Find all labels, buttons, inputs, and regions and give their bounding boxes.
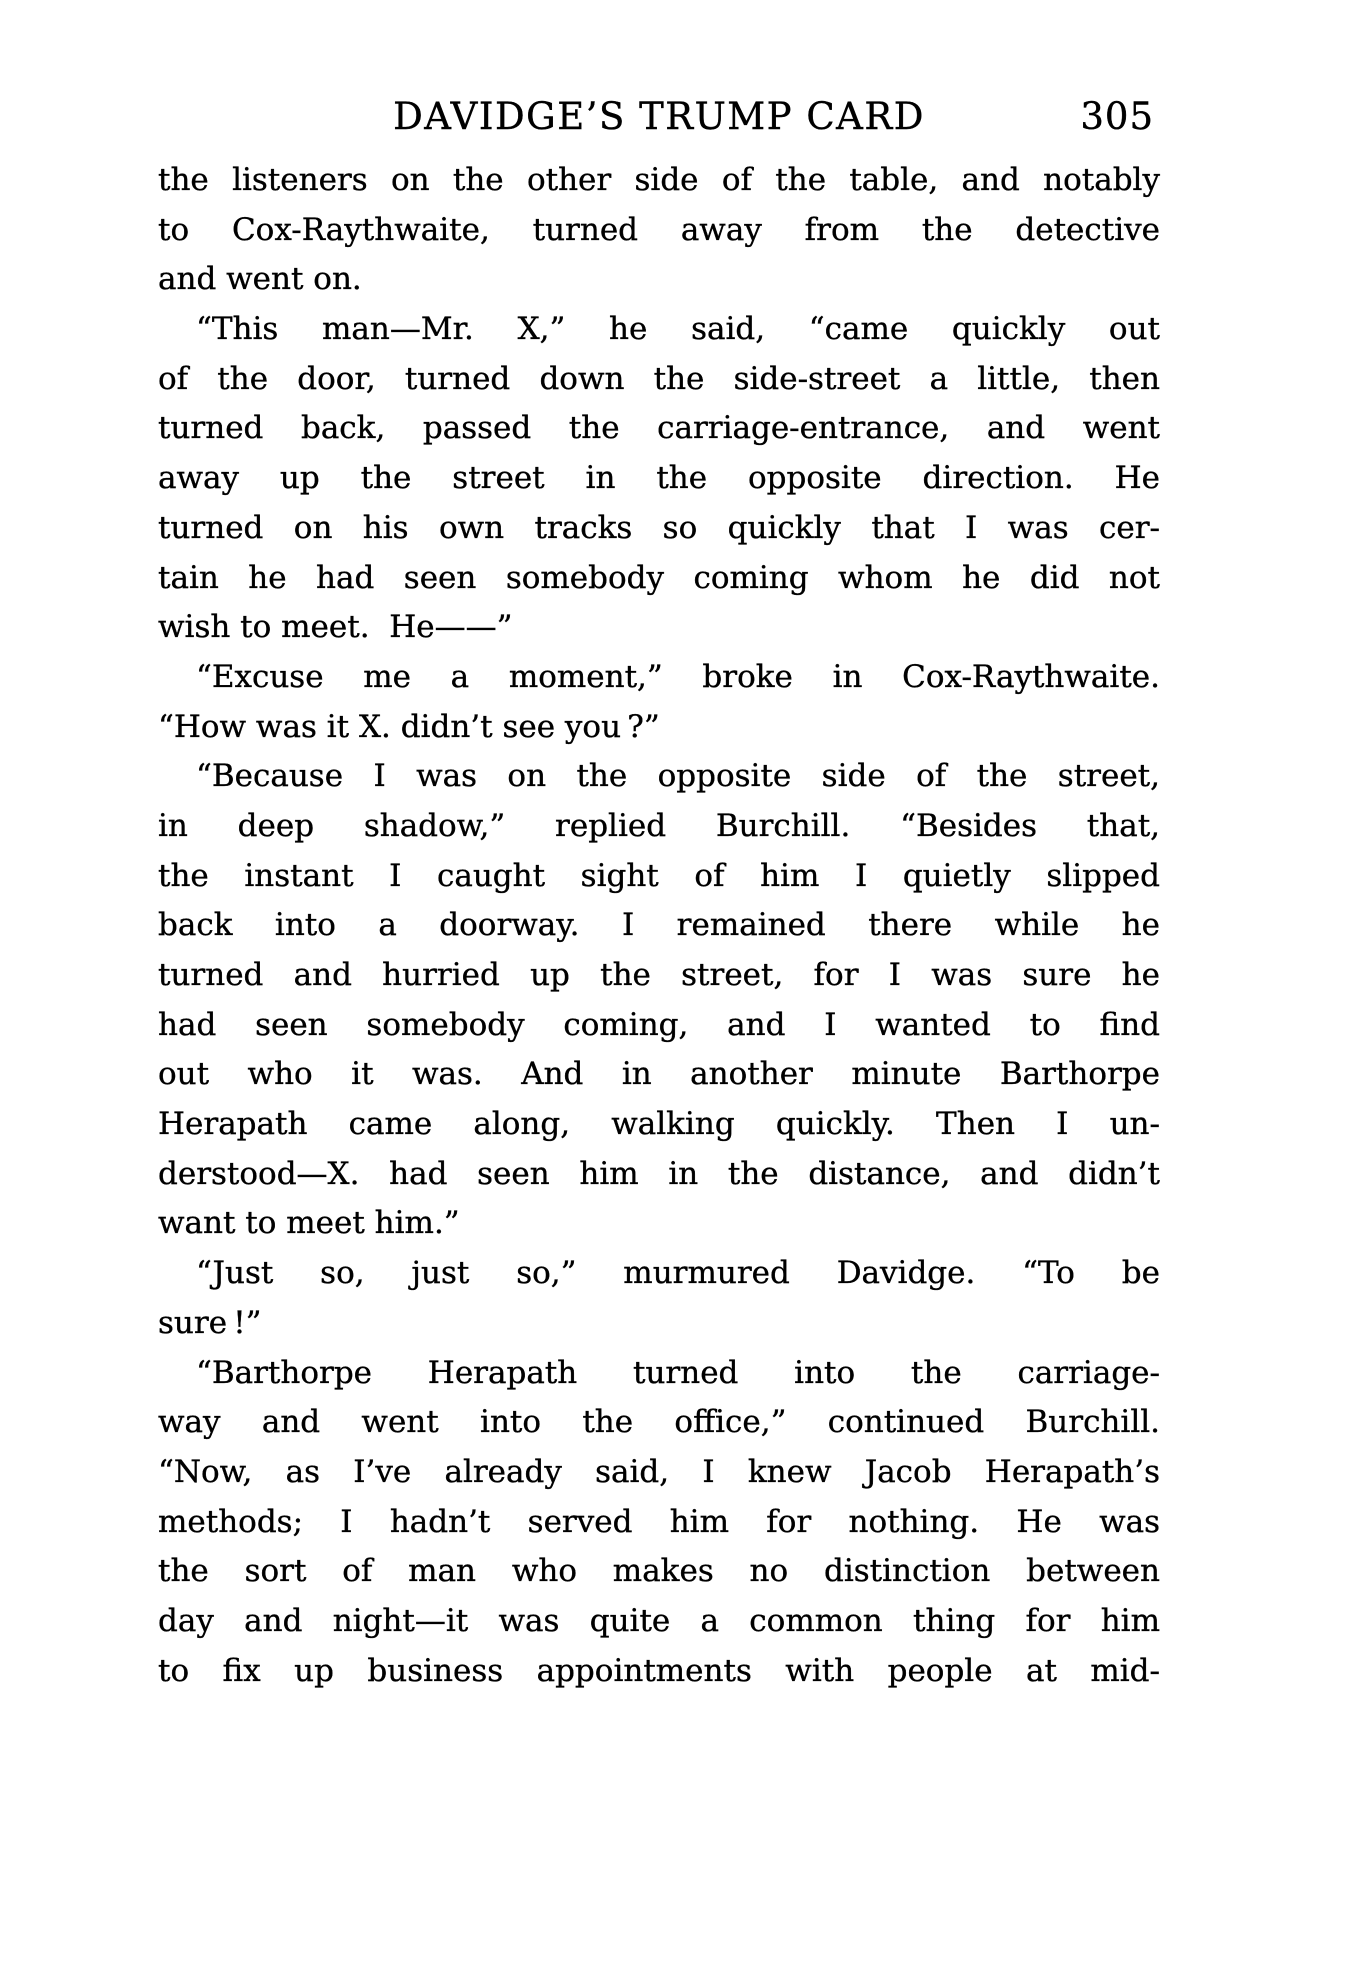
text-line: methods; I hadn’t served him for nothing. He was [158,1503,1160,1540]
text-line: “This man—Mr. X,” he said, “came quickly out [196,311,1160,348]
text-line: “Just so, just so,” murmured Davidge. “To be [196,1255,1160,1292]
text-line: out who it was. And in another minute Barthorpe [158,1056,1160,1093]
text-line: way and went into the office,” continued Burchill. [158,1404,1160,1441]
text-line: turned back, passed the carriage-entrance, and went [158,410,1160,447]
text-line: derstood—X. had seen him in the distance, and didn’t [158,1155,1160,1192]
text-line: the sort of man who makes no distinction between [158,1553,1160,1590]
chapter-title: DAVIDGE’S TRUMP CARD [393,95,925,138]
text-line: the listeners on the other side of the table, and notably [158,162,1160,198]
text-line: “Now, as I’ve already said, I knew Jacob Herapath’s [158,1453,1160,1490]
text-line: tain he had seen somebody coming whom he did not [158,559,1160,596]
text-line: and went on. [158,261,362,298]
text-line: want to meet him.” [158,1205,460,1242]
text-line: “Because I was on the opposite side of the street, [196,758,1160,795]
text-line: turned and hurried up the street, for I was sure he [158,957,1160,993]
text-line: of the door, turned down the side-street a little, then [158,360,1160,397]
text-line: away up the street in the opposite direction. He [158,460,1160,497]
text-line: turned on his own tracks so quickly that I was cer- [158,509,1160,546]
text-line: to fix up business appointments with people at mid- [158,1652,1160,1689]
page-number: 305 [1080,95,1154,138]
body-text [158,156,1160,1696]
text-line: sure !” [158,1304,262,1341]
text-line: “Excuse me a moment,” broke in Cox-Raythwaite. [196,658,1160,695]
text-line: in deep shadow,” replied Burchill. “Besides that, [158,807,1160,844]
text-line: to Cox-Raythwaite, turned away from the detective [158,211,1160,248]
text-line: wish to meet. He——” [158,609,513,646]
text-line: day and night—it was quite a common thing for him [158,1602,1160,1639]
text-line: back into a doorway. I remained there while he [158,907,1160,944]
text-line: the instant I caught sight of him I quietly slipped [158,857,1160,894]
text-line: Herapath came along, walking quickly. Then I un- [158,1106,1160,1143]
text-line: “How was it X. didn’t see you ?” [158,708,660,745]
text-line: “Barthorpe Herapath turned into the carriage- [196,1354,1160,1391]
text-line: had seen somebody coming, and I wanted to find [158,1006,1160,1043]
running-head [158,97,1160,139]
